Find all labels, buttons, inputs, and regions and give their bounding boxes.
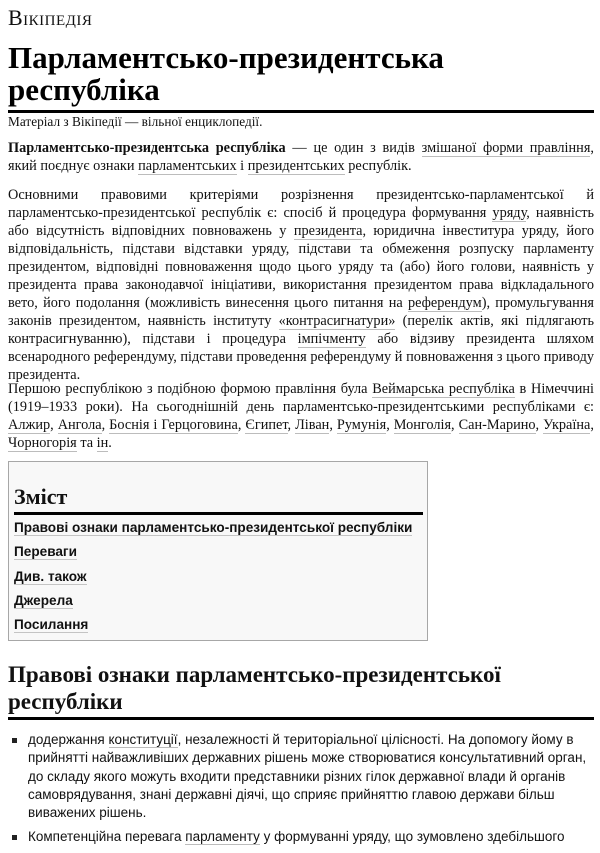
list-item: Компетенційна перевага парламенту у формуванні уряду, що зумовлено здебільшого — [8, 828, 594, 846]
link-country[interactable]: Україна — [543, 417, 591, 433]
page-title: Парламентсько-президентська республіка — [8, 42, 594, 113]
link-weimar-republic[interactable]: Веймарська республіка — [372, 381, 515, 397]
toc-link-see-also[interactable]: Див. також — [14, 568, 87, 584]
table-of-contents — [8, 461, 428, 641]
intro-paragraph: Парламентсько-президентська республіка — це один з видів змішаної форми правління, який поєднує ознаки парламентських і президентських республік. — [8, 140, 594, 174]
link-country[interactable]: Чорногорія — [8, 435, 77, 451]
toc-item — [14, 519, 412, 543]
site-tagline: Матеріал з Вікіпедії — вільної енциклопедії. — [8, 114, 263, 129]
link-country[interactable]: Ліван — [295, 417, 330, 433]
link-country[interactable]: Сан-Марино — [458, 417, 536, 433]
link-others[interactable]: ін — [96, 435, 109, 451]
link-government[interactable]: уряду — [492, 205, 527, 221]
link-referendum[interactable]: референдум — [407, 295, 482, 311]
toc-title: Зміст — [14, 484, 423, 515]
intro-bold-term: Парламентсько-президентська республіка — [8, 140, 286, 156]
link-constitution[interactable]: конституції — [108, 732, 178, 747]
link-president[interactable]: президента — [293, 223, 363, 239]
toc-link-advantages[interactable]: Переваги — [14, 544, 77, 560]
wikipedia-logo[interactable]: Вікіпедія — [8, 5, 93, 30]
first-republic-paragraph: Першою республікою з подібною формою правління була Веймарська республіка в Німеччині (1919–1933 роки). На сьогоднішній день парламентсько-президентськими республіками є: Алжир, Ангола, Боснія і Герцоговина, Єгипет, Ліван, Румунія, Монголія, Сан-Марино, Україна, Чорногорія та ін. — [8, 381, 594, 451]
toc-item — [14, 568, 412, 592]
link-parliamentary[interactable]: парламентських — [138, 158, 237, 174]
link-country[interactable]: Єгипет — [245, 417, 288, 433]
link-country[interactable]: Ангола — [57, 417, 102, 433]
toc-item — [14, 592, 412, 616]
section-heading-legal-features: Правові ознаки парламентсько-президентської республіки — [8, 661, 594, 720]
link-countersignature[interactable]: «контрасигнатури» — [278, 313, 396, 329]
toc-link-external-links[interactable]: Посилання — [14, 617, 89, 633]
toc-list — [14, 519, 412, 640]
toc-link-legal-features[interactable]: Правові ознаки парламентсько-президентської республіки — [14, 520, 413, 535]
link-country[interactable]: Боснія і Герцоговина — [109, 417, 238, 433]
list-item: додержання конституції, незалежності й територіальної цілісності. На допомогу йому в прийнятті найважливіших державних рішень може створюватися консультативний орган, до складу якого можуть входити представники різних гілок державної влади й органів самоврядування, знані державні діячі, що сприяє прийняттю главою держави більш виважених рішень. — [8, 731, 594, 822]
link-mixed-government[interactable]: змішаної форми правління — [421, 140, 591, 156]
toc-link-sources[interactable]: Джерела — [14, 592, 73, 608]
link-presidential[interactable]: президентських — [247, 158, 345, 174]
legal-features-list — [8, 731, 594, 853]
toc-item — [14, 616, 412, 640]
bullet-icon — [12, 835, 17, 840]
toc-item — [14, 543, 412, 567]
bullet-icon — [12, 738, 17, 743]
link-parliament[interactable]: парламенту — [185, 829, 260, 845]
criteria-paragraph: Основними правовими критеріями розрізнення президентсько-парламентської й парламентсько-президентської республік є: спосіб й процедура формування уряду, наявність або відсутність відповідних повноважень у президента, юридична інвеститура уряду, його відповідальність, підстави відставки уряду, підстави та обмеження розпуску парламенту президентом, відповідні повноваження щодо цього уряду та (або) його голови, наявність у президента права законодавчої ініціативи, використання президентом права відкладального вето, його подолання (можливість винесення цього питання на референдум), промульгування законів президентом, наявність інституту «контрасигнатури» (перелік актів, які підлягають контрасигнуванню), підстави і процедура імпічменту або відзиву президента шляхом всенародного референдуму, підстави проведення референдуму й повноваження з цього приводу президента. — [8, 187, 595, 383]
link-country[interactable]: Монголія — [393, 417, 452, 433]
link-impeachment[interactable]: імпічменту — [297, 331, 366, 347]
link-country[interactable]: Румунія — [336, 417, 387, 433]
link-country[interactable]: Алжир — [8, 417, 51, 433]
